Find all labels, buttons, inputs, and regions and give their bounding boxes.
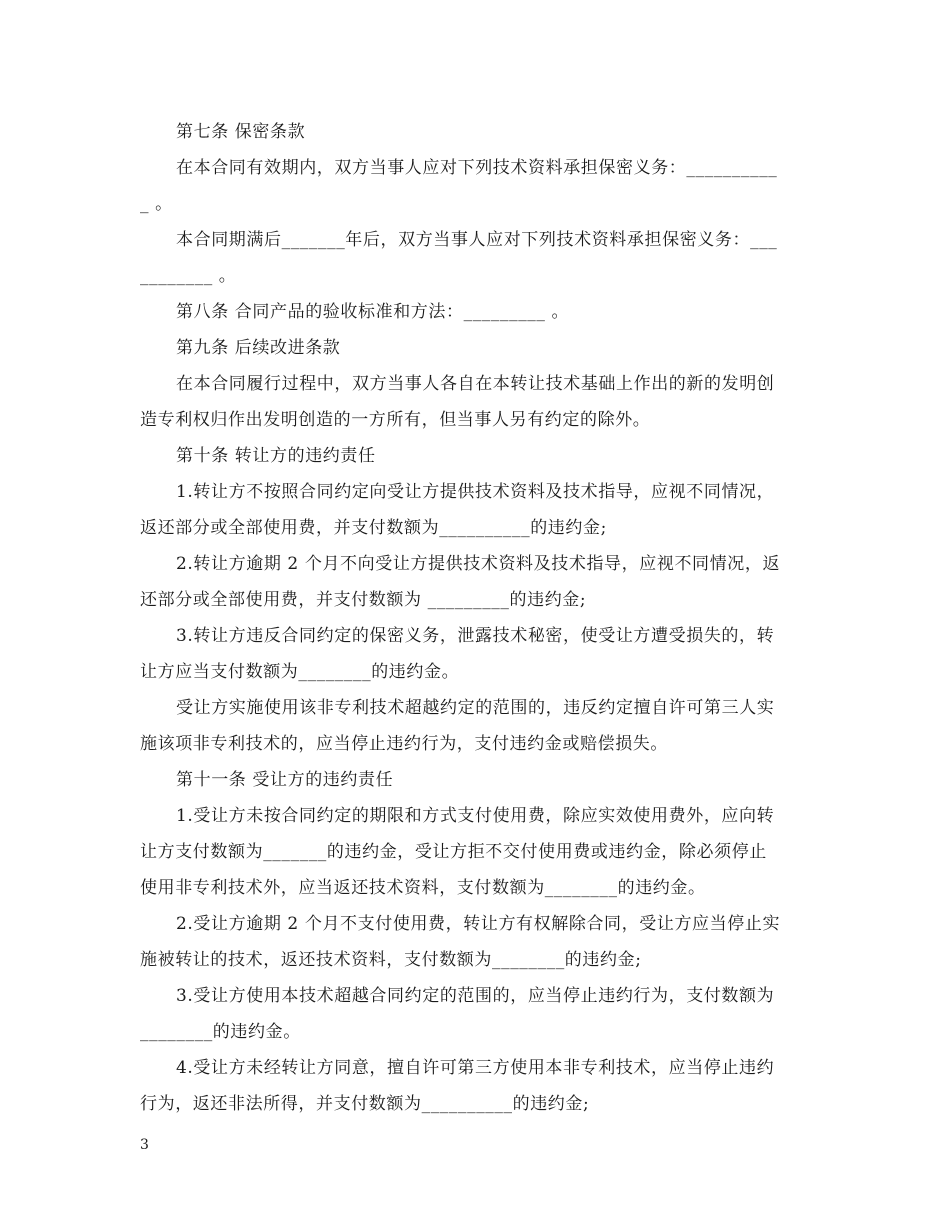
text-line: 第十一条 受让方的违约责任: [176, 770, 394, 790]
text-line: 受让方实施使用该非专利技术超越约定的范围的，违反约定擅自许可第三人实: [176, 698, 775, 718]
text-line: 在本合同履行过程中，双方当事人各自在本转让技术基础上作出的新的发明创: [176, 374, 775, 394]
text-line: 还部分或全部使用费，并支付数额为 _________的违约金;: [140, 590, 587, 610]
text-line: 第八条 合同产品的验收标准和方法：_________ 。: [176, 302, 570, 322]
text-line: 行为，返还非法所得，并支付数额为__________的违约金;: [140, 1094, 590, 1114]
text-line: 施被转让的技术，返还技术资料，支付数额为________的违约金;: [140, 950, 642, 970]
text-line: ________的违约金。: [140, 1022, 301, 1042]
text-line: 第七条 保密条款: [176, 122, 306, 142]
text-line: 第九条 后续改进条款: [176, 338, 341, 358]
text-line: 施该项非专利技术的，应当停止违约行为，支付违约金或赔偿损失。: [140, 734, 668, 754]
page-number: 3: [140, 1137, 149, 1153]
text-line: 1.受让方未按合同约定的期限和方式支付使用费，除应实效使用费外，应向转: [176, 806, 775, 826]
document-page-body: [140, 114, 812, 1122]
text-line: 让方应当支付数额为________的违约金。: [140, 662, 460, 682]
text-line: 3.受让方使用本技术超越合同约定的范围的，应当停止违约行为，支付数额为: [176, 986, 775, 1006]
text-line: 在本合同有效期内，双方当事人应对下列技术资料承担保密义务：__________: [176, 158, 778, 178]
text-line: 3.转让方违反合同约定的保密义务，泄露技术秘密，使受让方遭受损失的，转: [176, 626, 775, 646]
text-line: 返还部分或全部使用费，并支付数额为__________的违约金;: [140, 518, 607, 538]
text-line: 2.受让方逾期 2 个月不支付使用费，转让方有权解除合同，受让方应当停止实: [176, 914, 781, 934]
text-line: 第十条 转让方的违约责任: [176, 446, 376, 466]
text-line: _ 。: [140, 194, 173, 214]
text-line: 使用非专利技术外，应当返还技术资料，支付数额为________的违约金。: [140, 878, 706, 898]
text-line: 1.转让方不按照合同约定向受让方提供技术资料及技术指导，应视不同情况，: [176, 482, 775, 502]
text-line: ________ 。: [140, 266, 237, 286]
text-line: 2.转让方逾期 2 个月不向受让方提供技术资料及技术指导，应视不同情况，返: [176, 554, 781, 574]
text-line: 本合同期满后_______年后，双方当事人应对下列技术资料承担保密义务：___: [176, 230, 778, 250]
text-line: 让方支付数额为_______的违约金，受让方拒不交付使用费或违约金，除必须停止: [140, 842, 767, 862]
text-line: 造专利权归作出发明创造的一方所有，但当事人另有约定的除外。: [140, 410, 651, 430]
text-line: 4.受让方未经转让方同意，擅自许可第三方使用本非专利技术，应当停止违约: [176, 1058, 775, 1078]
